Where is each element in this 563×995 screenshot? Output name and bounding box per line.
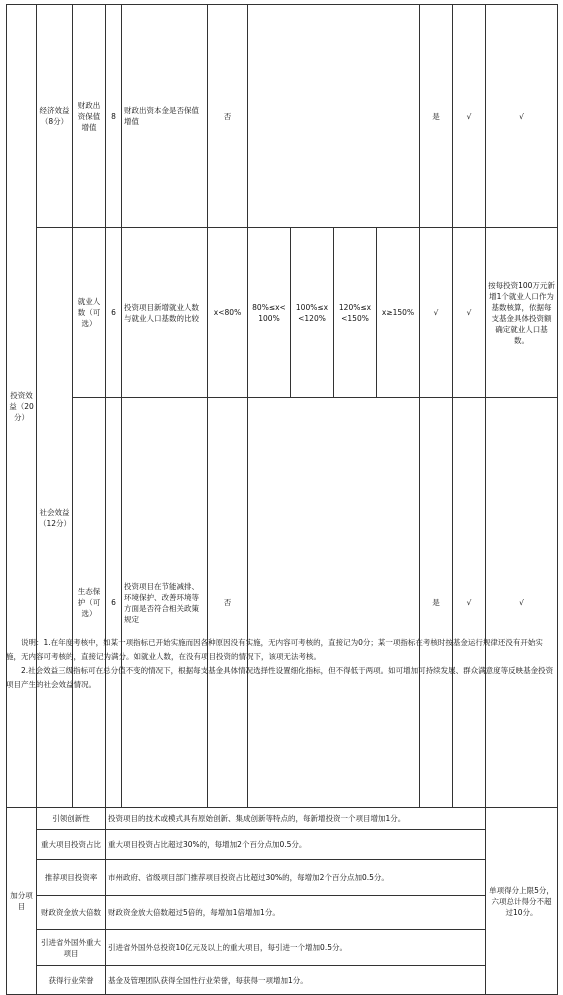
bonus-item-desc: 基金及管理团队获得全国性行业荣誉，每获得一项增加1分。	[106, 966, 486, 995]
check-mark: √	[453, 398, 486, 808]
remark: 按每投资100万元新增1个就业人口作为基数核算，依据每支基金具体投资额确定就业人口基数。	[486, 228, 558, 398]
bonus-item-desc: 财政资金放大倍数超过5倍的，每增加1倍增加1分。	[106, 896, 486, 930]
grade-empty	[248, 398, 420, 808]
bonus-label: 加分项目	[7, 808, 37, 995]
sub-social-benefit: 社会效益（12分）	[37, 228, 73, 808]
bonus-remark: 单项得分上限5分，六项总计得分不超过10分。	[486, 808, 558, 995]
category-investment-benefit: 投资效益（20分）	[7, 5, 37, 808]
row-bonus	[7, 896, 558, 930]
row-bonus	[7, 860, 558, 896]
evaluation-table	[6, 4, 558, 995]
score: 6	[106, 228, 122, 398]
note-1: 说明：1.在年度考核中，如某一项指标已开始实施而因各种原因没有实施，无内容可考核的，直接记为0分；某一项指标在考核时按基金运行规律还没有开始实施，无内容可考核的，直接记为满分。如就业人数，在没有项目投资的情况下，该项无法考核。	[6, 638, 543, 661]
indicator-employment: 就业人数（可选）	[73, 228, 106, 398]
sub-economic-benefit: 经济效益（8分）	[37, 5, 73, 228]
row-employment	[7, 228, 558, 398]
bonus-item-desc: 市州政府、省级项目部门推荐项目投资占比超过30%的，每增加2个百分点加0.5分。	[106, 860, 486, 896]
bonus-item-desc: 引进省外国外总投资10亿元及以上的重大项目，每引进一个增加0.5分。	[106, 930, 486, 966]
row-bonus	[7, 930, 558, 966]
bonus-item-desc: 投资项目的技术或模式具有原始创新、集成创新等特点的，每新增投资一个项目增加1分。	[106, 808, 486, 830]
row-bonus	[7, 966, 558, 995]
indicator-eco-protection: 生态保护（可选）	[73, 398, 106, 808]
row-bonus	[7, 808, 558, 830]
check-mark: √	[453, 5, 486, 228]
bonus-item-desc: 重大项目投资占比超过30%的，每增加2个百分点加0.5分。	[106, 830, 486, 860]
bonus-item-name: 财政资金放大倍数	[37, 896, 106, 930]
score: 6	[106, 398, 122, 808]
check-mark: √	[453, 228, 486, 398]
bonus-item-name: 引进省外国外重大项目	[37, 930, 106, 966]
row-bonus	[7, 830, 558, 860]
check-mark: √	[486, 5, 558, 228]
indicator-fiscal-value: 财政出资保值增值	[73, 5, 106, 228]
grade-empty	[248, 5, 420, 228]
description: 投资项目新增就业人数与就业人口基数的比较	[122, 228, 208, 398]
table-notes	[6, 636, 557, 692]
note-2: 2.社会效益三级指标可在总分值不变的情况下，根据每支基金具体情况选择性设置细化指标，但不得低于两项。如可增加可持续发展、群众满意度等反映基金投资项目产生的社会效益情况。	[6, 666, 554, 689]
bonus-item-name: 推荐项目投资率	[37, 860, 106, 896]
range-3: 100%≤x<120%	[291, 228, 334, 398]
grade-yes: 是	[420, 5, 453, 228]
bonus-item-name: 引领创新性	[37, 808, 106, 830]
description: 财政出资本金是否保值增值	[122, 5, 208, 228]
row-economic	[7, 5, 558, 228]
row-eco-protection	[7, 398, 558, 808]
score: 8	[106, 5, 122, 228]
check-mark: √	[486, 398, 558, 808]
range-2: 80%≤x<100%	[248, 228, 291, 398]
grade-no: 否	[208, 398, 248, 808]
bonus-item-name: 重大项目投资占比	[37, 830, 106, 860]
bonus-item-name: 获得行业荣誉	[37, 966, 106, 995]
description: 投资项目在节能减排、环境保护、改善环境等方面是否符合相关政策规定	[122, 398, 208, 808]
range-5: x≥150%	[377, 228, 420, 398]
check-mark: √	[420, 228, 453, 398]
grade-yes: 是	[420, 398, 453, 808]
range-1: x<80%	[208, 228, 248, 398]
range-4: 120%≤x<150%	[334, 228, 377, 398]
grade-no: 否	[208, 5, 248, 228]
